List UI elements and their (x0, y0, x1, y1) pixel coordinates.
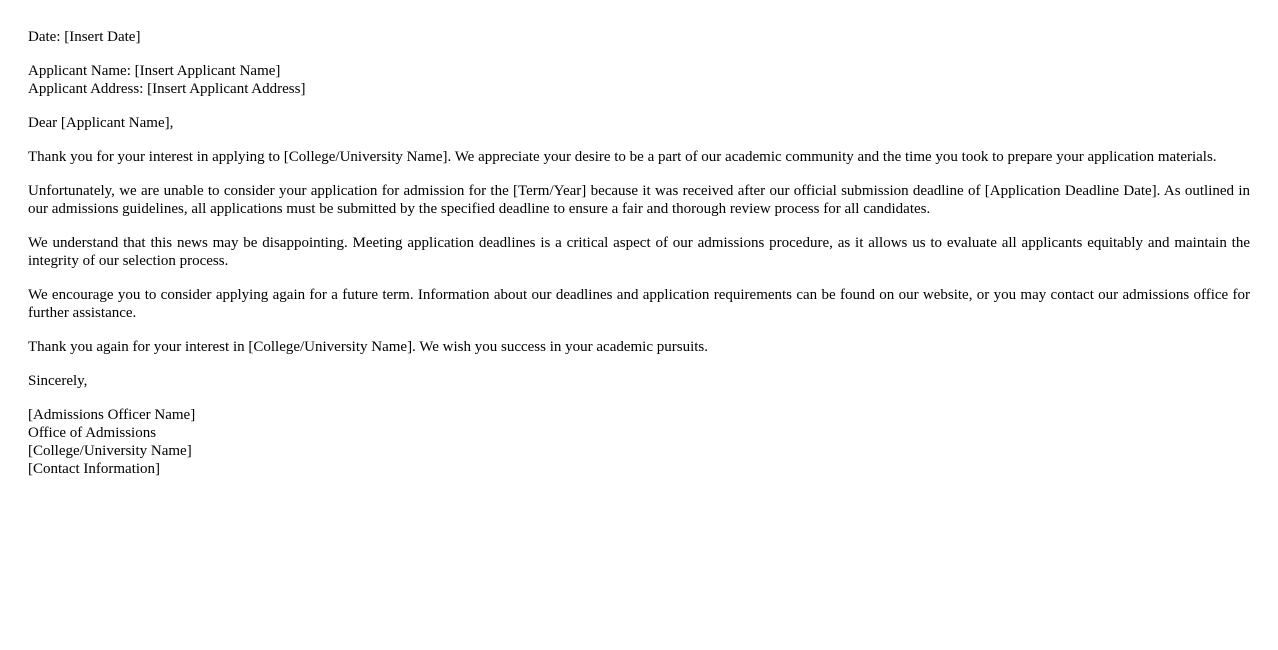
applicant-block (28, 62, 1250, 98)
paragraph-deadline: Unfortunately, we are unable to consider your application for admission for the [Term/Year] because it was received after our official submission deadline of [Application Deadline Date]. As outlined in our admissions guidelines, all applications must be submitted by the specified deadline to ensure a fair and thorough review process for all candidates. (28, 183, 1250, 217)
signature-officer: [Admissions Officer Name] (28, 407, 196, 423)
paragraph-closing-thanks: Thank you again for your interest in [College/University Name]. We wish you success in your academic pursuits. (28, 339, 709, 355)
closing: Sincerely, (28, 373, 88, 389)
letter-body (28, 28, 1250, 494)
letter-date: Date: [Insert Date] (28, 29, 141, 45)
salutation: Dear [Applicant Name], (28, 115, 174, 131)
paragraph-understand: We understand that this news may be disappointing. Meeting application deadlines is a critical aspect of our admissions procedure, as it allows us to evaluate all applicants equitably and maintain the integrity of our selection process. (28, 235, 1250, 269)
applicant-name: Applicant Name: [Insert Applicant Name] (28, 63, 281, 79)
signature-block (28, 406, 1250, 478)
signature-office: Office of Admissions (28, 425, 157, 441)
signature-contact: [Contact Information] (28, 461, 161, 477)
paragraph-encourage: We encourage you to consider applying again for a future term. Information about our deadlines and application requirements can be found on our website, or you may contact our admissions office for further assistance. (28, 287, 1250, 321)
applicant-address: Applicant Address: [Insert Applicant Address] (28, 81, 306, 97)
signature-institution: [College/University Name] (28, 443, 192, 459)
paragraph-thanks: Thank you for your interest in applying to [College/University Name]. We appreciate your desire to be a part of our academic community and the time you took to prepare your application materials. (28, 149, 1217, 165)
